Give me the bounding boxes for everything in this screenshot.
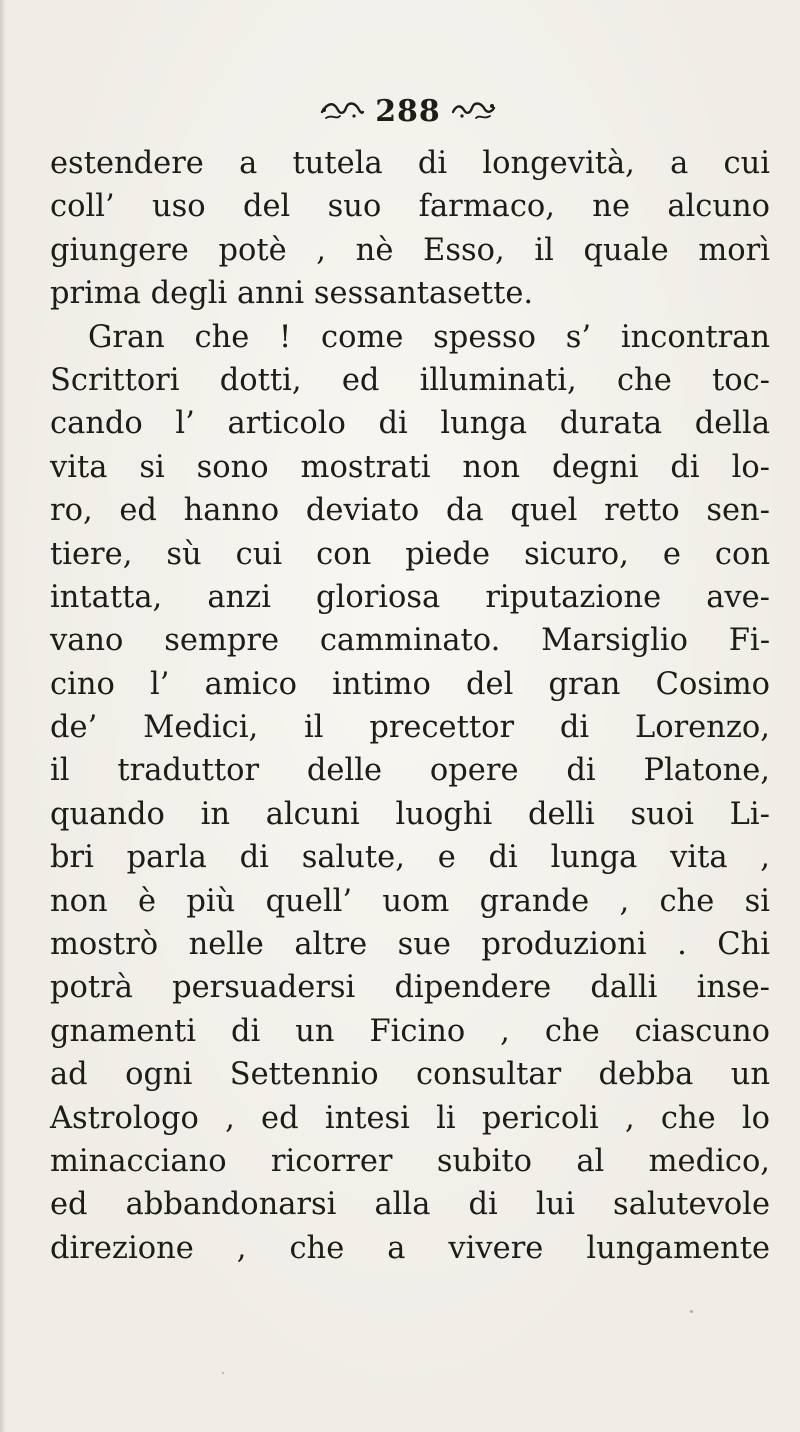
text-line: cino l’ amico intimo del gran Cosimo: [50, 666, 770, 702]
page-header: [0, 92, 800, 132]
text-line: ro, ed hanno deviato da quel retto sen-: [50, 493, 770, 529]
paper-speck: [222, 1372, 224, 1374]
text-line: intatta, anzi gloriosa riputazione ave-: [50, 579, 770, 615]
text-line: mostrò nelle altre sue produzioni . Chi: [50, 927, 770, 963]
text-line: gnamenti di un Ficino , che ciascuno: [50, 1013, 770, 1049]
text-line: prima degli anni sessantasette.: [50, 276, 534, 312]
body-text: [50, 142, 770, 1270]
text-line: cando l’ articolo di lunga durata della: [50, 406, 770, 442]
text-line: potrà persuadersi dipendere dalli inse-: [50, 970, 770, 1006]
text-line: quando in alcuni luoghi delli suoi Li-: [50, 796, 770, 832]
text-line: vita si sono mostrati non degni di lo-: [50, 449, 770, 485]
text-line: coll’ uso del suo farmaco, ne alcuno: [50, 189, 770, 225]
text-line: de’ Medici, il precettor di Lorenzo,: [50, 710, 770, 746]
text-line: direzione , che a vivere lungamente: [50, 1230, 770, 1266]
text-line: bri parla di salute, e di lunga vita ,: [50, 840, 770, 876]
text-line: Astrologo , ed intesi li pericoli , che lo: [50, 1100, 770, 1136]
text-line: estendere a tutela di longevità, a cui: [50, 146, 770, 181]
paper-speck: [690, 1310, 693, 1313]
text-line: vano sempre camminato. Marsiglio Fi-: [50, 623, 770, 659]
text-line: ed abbandonarsi alla di lui salutevole: [50, 1187, 770, 1223]
page-gutter-shadow: [0, 0, 6, 1432]
text-line: tiere, sù cui con piede sicuro, e con: [50, 536, 770, 572]
text-line: giungere potè , nè Esso, il quale morì: [50, 232, 770, 268]
text-line: ad ogni Settennio consultar debba un: [50, 1057, 770, 1093]
text-line: il traduttor delle opere di Platone,: [50, 753, 770, 789]
text-line: minacciano ricorrer subito al medico,: [50, 1143, 770, 1179]
decorative-fleuron-icon: [320, 98, 364, 124]
text-line: Scrittori dotti, ed illuminati, che toc-: [50, 362, 770, 398]
text-line: Gran che ! come spesso s’ incontran: [88, 319, 770, 355]
text-line: non è più quell’ uom grande , che si: [50, 883, 770, 919]
decorative-fleuron-icon: [452, 98, 496, 124]
page-number: 288: [375, 94, 441, 129]
